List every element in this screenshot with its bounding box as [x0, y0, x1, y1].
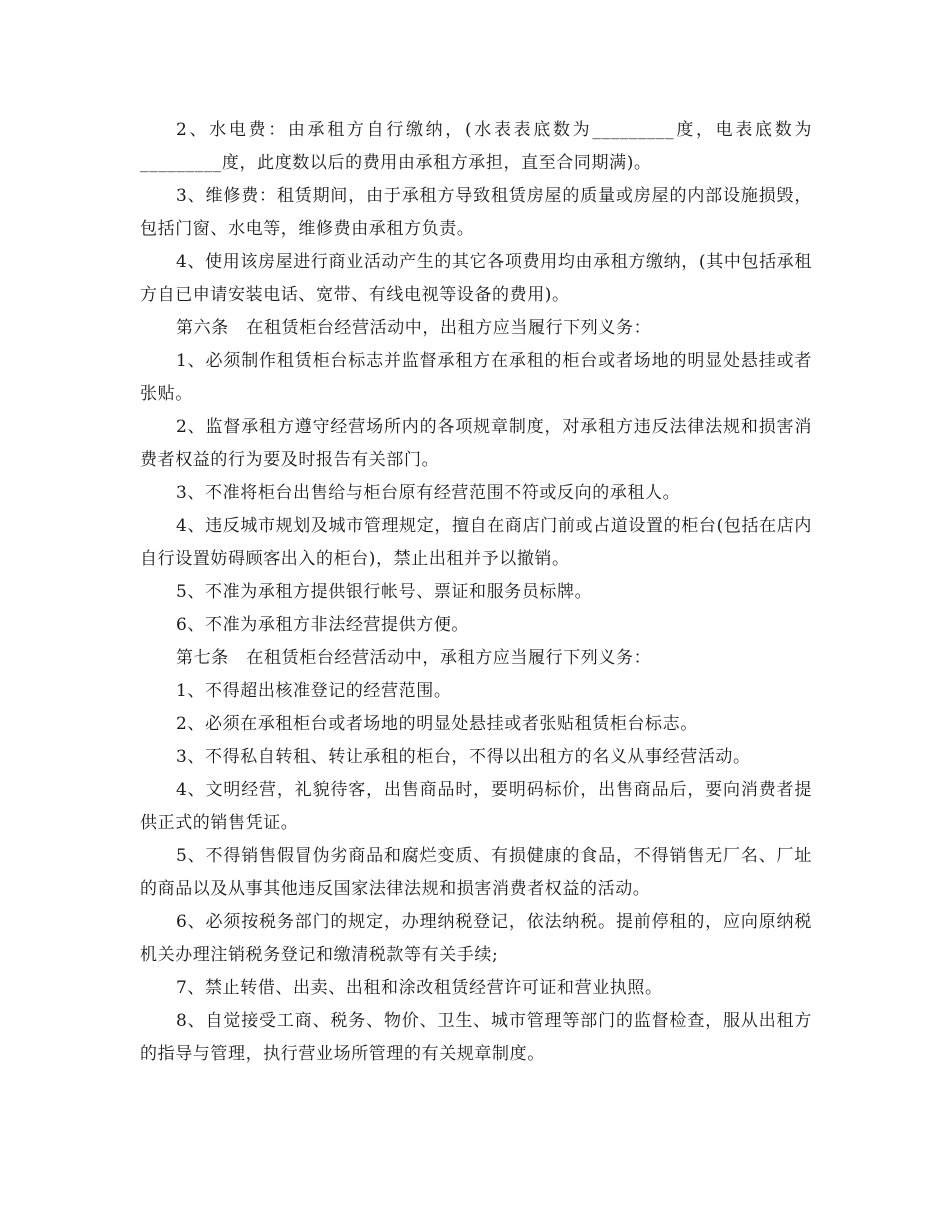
paragraph-other-fees: 4、使用该房屋进行商业活动产生的其它各项费用均由承租方缴纳，(其中包括承租方自已申请安装电话、宽带、有线电视等设备的费用)。	[140, 252, 812, 305]
article-7-item-1: 1、不得超出核准登记的经营范围。	[176, 681, 452, 701]
article-7-item-3: 3、不得私自转租、转让承租的柜台，不得以出租方的名义从事经营活动。	[176, 747, 751, 767]
paragraph-utilities-fee: 2、水电费：由承租方自行缴纳，(水表表底数为_________度，电表底数为_________度，此度数以后的费用由承租方承担，直至合同期满)。	[140, 120, 812, 173]
article-6-item-3: 3、不准将柜台出售给与柜台原有经营范围不符或反向的承租人。	[176, 483, 681, 503]
article-6-item-4: 4、违反城市规划及城市管理规定，擅自在商店门前或占道设置的柜台(包括在店内自行设置妨碍顾客出入的柜台)，禁止出租并予以撤销。	[140, 516, 812, 569]
article-7-item-2: 2、必须在承租柜台或者场地的明显处悬挂或者张贴租赁柜台标志。	[176, 714, 698, 734]
article-7-item-4: 4、文明经营，礼貌待客，出售商品时，要明码标价，出售商品后，要向消费者提供正式的销售凭证。	[140, 780, 812, 833]
article-6-item-5: 5、不准为承租方提供银行帐号、票证和服务员标牌。	[176, 582, 593, 602]
article-7-title: 第七条 在租赁柜台经营活动中，承租方应当履行下列义务：	[176, 648, 652, 668]
paragraph-repair-fee: 3、维修费：租赁期间，由于承租方导致租赁房屋的质量或房屋的内部设施损毁，包括门窗、水电等，维修费由承租方负责。	[140, 186, 812, 239]
article-6-title: 第六条 在租赁柜台经营活动中，出租方应当履行下列义务：	[176, 318, 652, 338]
article-6-item-6: 6、不准为承租方非法经营提供方便。	[176, 615, 470, 635]
article-7-item-7: 7、禁止转借、出卖、出租和涂改租赁经营许可证和营业执照。	[176, 978, 663, 998]
document-body	[140, 114, 812, 1071]
article-6-item-2: 2、监督承租方遵守经营场所内的各项规章制度，对承租方违反法律法规和损害消费者权益的行为要及时报告有关部门。	[140, 417, 812, 470]
article-7-item-6: 6、必须按税务部门的规定，办理纳税登记，依法纳税。提前停租的，应向原纳税机关办理注销税务登记和缴清税款等有关手续;	[140, 912, 812, 965]
article-7-item-5: 5、不得销售假冒伪劣商品和腐烂变质、有损健康的食品，不得销售无厂名、厂址的商品以及从事其他违反国家法律法规和损害消费者权益的活动。	[140, 846, 812, 899]
article-6-item-1: 1、必须制作租赁柜台标志并监督承租方在承租的柜台或者场地的明显处悬挂或者张贴。	[140, 351, 812, 404]
article-7-item-8: 8、自觉接受工商、税务、物价、卫生、城市管理等部门的监督检查，服从出租方的指导与管理，执行营业场所管理的有关规章制度。	[140, 1011, 812, 1064]
